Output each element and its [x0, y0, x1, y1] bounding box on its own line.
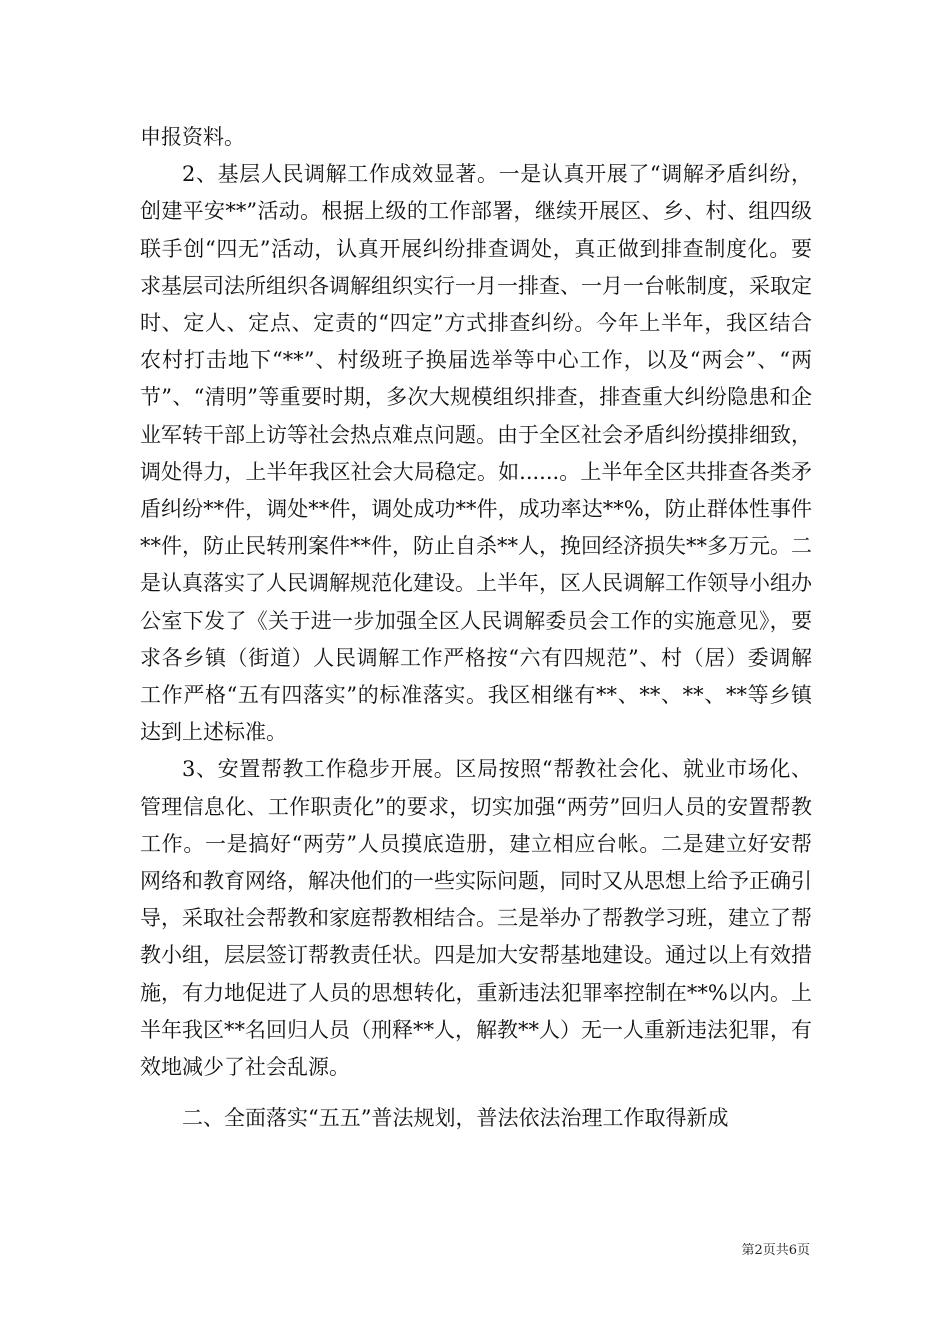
body-text	[140, 119, 812, 1137]
paragraph-continuation: 申报资料。	[140, 125, 245, 149]
paragraph-resettlement-work: 3、安置帮教工作稳步开展。区局按照“帮教社会化、就业市场化、管理信息化、工作职责化”的要求，切实加强“两劳”回归人员的安置帮教工作。一是搞好“两劳”人员摸底造册，建立相应台帐。二是建立好安帮网络和教育网络，解决他们的一些实际问题，同时又从思想上给予正确引导，采取社会帮教和家庭帮教相结合。三是举办了帮教学习班，建立了帮教小组，层层签订帮教责任状。四是加大安帮基地建设。通过以上有效措施，有力地促进了人员的思想转化，重新违法犯罪率控制在**%以内。上半年我区**名回归人员（刑释**人，解教**人）无一人重新违法犯罪，有效地减少了社会乱源。	[140, 757, 812, 1080]
page-number: 第2页共6页	[741, 1243, 810, 1258]
paragraph-mediation-work: 2、基层人民调解工作成效显著。一是认真开展了“调解矛盾纠纷，创建平安**”活动。根据上级的工作部署，继续开展区、乡、村、组四级联手创“四无”活动，认真开展纠纷排查调处，真正做到排查制度化。要求基层司法所组织各调解组织实行一月一排查、一月一台帐制度，采取定时、定人、定点、定责的“四定”方式排查纠纷。今年上半年，我区结合农村打击地下“**”、村级班子换届选举等中心工作，以及“两会”、“两节”、“清明”等重要时期，多次大规模组织排查，排查重大纠纷隐患和企业军转干部上访等社会热点难点问题。由于全区社会矛盾纠纷摸排细致，调处得力，上半年我区社会大局稳定。如......。上半年全区共排查各类矛盾纠纷**件，调处**件，调处成功**件，成功率达**%，防止群体性事件**件，防止民转刑案件**件，防止自杀**人，挽回经济损失**多万元。二是认真落实了人民调解规范化建设。上半年，区人民调解工作领导小组办公室下发了《关于进一步加强全区人民调解委员会工作的实施意见》，要求各乡镇（街道）人民调解工作严格按“六有四规范”、村（居）委调解工作严格“五有四落实”的标准落实。我区相继有**、**、**、**等乡镇达到上述标准。	[140, 162, 812, 745]
paragraph-section-heading: 二、全面落实“五五”普法规划，普法依法治理工作取得新成	[182, 1106, 729, 1131]
